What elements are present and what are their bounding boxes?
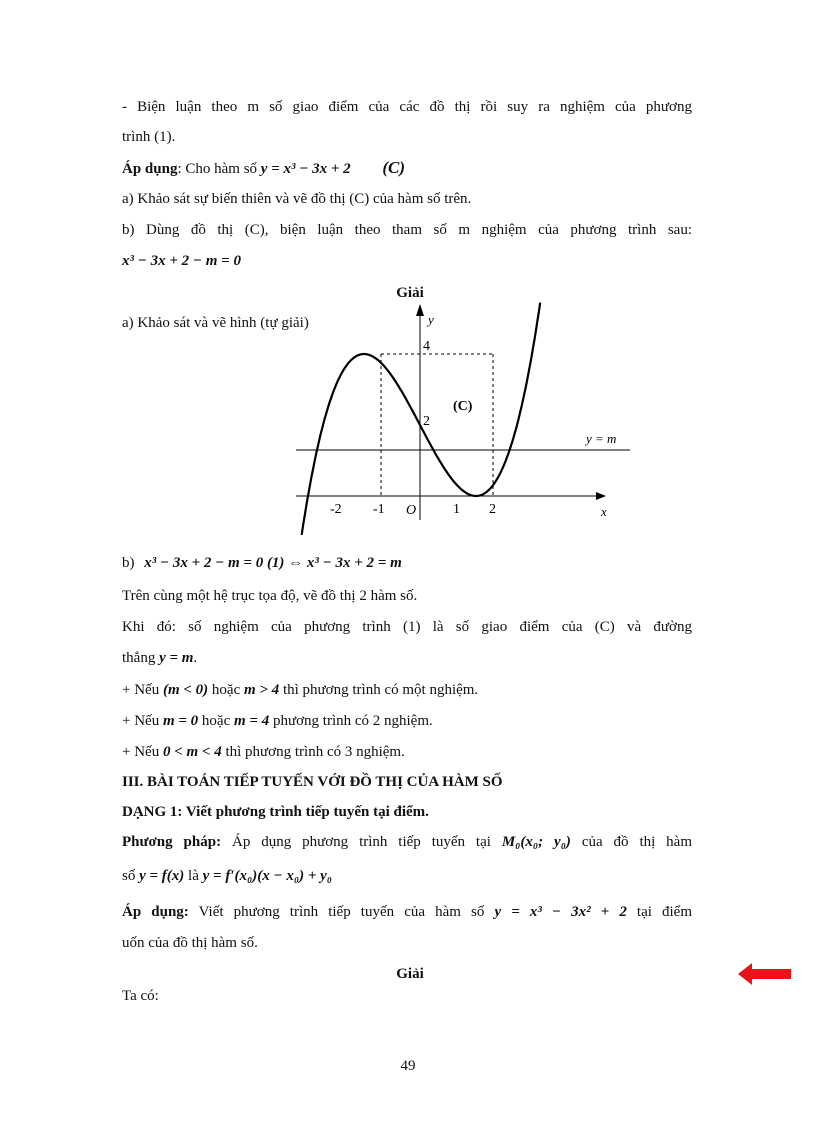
line-label: y = m: [586, 431, 617, 446]
curve-name: (C): [382, 158, 406, 177]
case-2-prefix: + Nếu: [122, 713, 160, 729]
apdung-label: Áp dụng: [122, 161, 178, 177]
case-1-cond-1: (m < 0): [162, 682, 209, 698]
apdung-2-line-2: uốn của đồ thị hàm số.: [122, 935, 258, 951]
x-axis-arrow-icon: [596, 492, 606, 500]
case-2-cond-2: m = 4: [234, 713, 270, 729]
case-3: [122, 742, 692, 762]
question-b-equation: [122, 251, 692, 271]
function-f: y = f(x): [139, 868, 185, 884]
case-1-or: hoặc: [211, 682, 241, 698]
solution-b-prefix: b): [122, 555, 135, 571]
tick-x-2: 2: [489, 502, 496, 517]
text-duong-thang: thẳng y = m.: [122, 650, 198, 666]
tick-x-1: 1: [453, 502, 460, 517]
apdung-2-formula: y = x³ − 3x² + 2: [494, 904, 627, 920]
case-2-result: phương trình có 2 nghiệm.: [272, 713, 433, 729]
case-1: [122, 680, 692, 700]
phuong-phap-label: Phương pháp:: [122, 834, 222, 850]
case-3-prefix: + Nếu: [122, 744, 160, 760]
case-1-result: thì phương trình có một nghiệm.: [282, 682, 479, 698]
solution-b-equation: x³ − 3x + 2 − m = 0 (1) ⇔ x³ − 3x + 2 = m: [144, 555, 402, 571]
tangent-formula: y = f′(x₀)(x − x₀) + y₀: [202, 868, 333, 884]
giai-heading-2: [300, 964, 520, 984]
apdung-2-line: [122, 902, 692, 922]
function-graph: [290, 300, 640, 535]
paragraph-bien-luan-cont: trình (1).: [122, 129, 176, 145]
apdung-text: : Cho hàm số: [177, 161, 258, 177]
function-formula: y = x³ − 3x + 2: [260, 161, 351, 177]
tick-x-minus2: -2: [330, 502, 342, 517]
y-axis-label: y: [428, 312, 434, 327]
question-b: b) Dùng đồ thị (C), biện luận theo tham số m nghiệm của phương trình sau:: [122, 222, 692, 238]
pp2-la: là: [188, 868, 199, 884]
line-formula: y = m: [159, 650, 194, 666]
section-heading: III. BÀI TOÁN TIẾP TUYẾN VỚI ĐỒ THỊ CỦA HÀM SỐ: [122, 774, 503, 790]
apdung-2-text: Viết phương trình tiếp tuyến của hàm số: [198, 904, 485, 920]
phuong-phap-line-2: [122, 866, 692, 886]
phuong-phap-text-2: của đồ thị hàm: [581, 834, 693, 850]
tick-y-4: 4: [423, 339, 430, 354]
equation: x³ − 3x + 2 − m = 0: [122, 253, 241, 269]
phuong-phap-text: Áp dụng phương trình tiếp tuyến tại: [231, 834, 491, 850]
dang-1-heading: DẠNG 1: Viết phương trình tiếp tuyến tại điểm.: [122, 804, 429, 820]
page-number: 49: [400, 1058, 416, 1074]
giai-label-2: Giải: [396, 966, 424, 982]
case-3-result: thì phương trình có 3 nghiệm.: [225, 744, 405, 760]
case-2-or: hoặc: [201, 713, 231, 729]
solution-b-line: [122, 553, 692, 573]
origin-label: O: [406, 503, 417, 518]
paragraph-bien-luan: - Biện luận theo m số giao điểm của các đồ thị rồi suy ra nghiệm của phương: [122, 99, 692, 115]
solution-a: a) Khảo sát và vẽ hình (tự giải): [122, 315, 309, 331]
text-same-axes: Trên cùng một hệ trục tọa độ, vẽ đồ thị 2 hàm số.: [122, 588, 418, 604]
apdung-2-label: Áp dụng:: [122, 904, 189, 920]
case-1-prefix: + Nếu: [122, 682, 160, 698]
giai-label: Giải: [396, 285, 424, 301]
phuong-phap-line: [122, 832, 692, 852]
point-m0: M₀(x₀; y₀): [501, 834, 571, 850]
text-so-nghiem: Khi đó: số nghiệm của phương trình (1) là số giao điểm của (C) và đường: [122, 619, 692, 635]
x-axis-label: x: [601, 504, 607, 519]
back-arrow-icon[interactable]: [738, 963, 792, 985]
tick-y-2: 2: [423, 414, 430, 429]
case-2: [122, 711, 692, 731]
case-1-cond-2: m > 4: [244, 682, 280, 698]
ta-co: Ta có:: [122, 988, 159, 1004]
question-a: a) Khảo sát sự biến thiên và vẽ đồ thị (C) của hàm số trên.: [122, 191, 472, 207]
pp2-so: số: [122, 868, 136, 884]
case-3-cond: 0 < m < 4: [162, 744, 222, 760]
case-2-cond-1: m = 0: [162, 713, 199, 729]
cubic-curve: [297, 303, 540, 535]
tick-x-minus1: -1: [373, 502, 385, 517]
y-axis-arrow-icon: [416, 304, 424, 316]
apdung-2-text-2: tại điểm: [636, 904, 692, 920]
apdung-line: [122, 158, 692, 179]
curve-label: (C): [453, 399, 473, 414]
text-thang: thẳng: [122, 650, 156, 666]
